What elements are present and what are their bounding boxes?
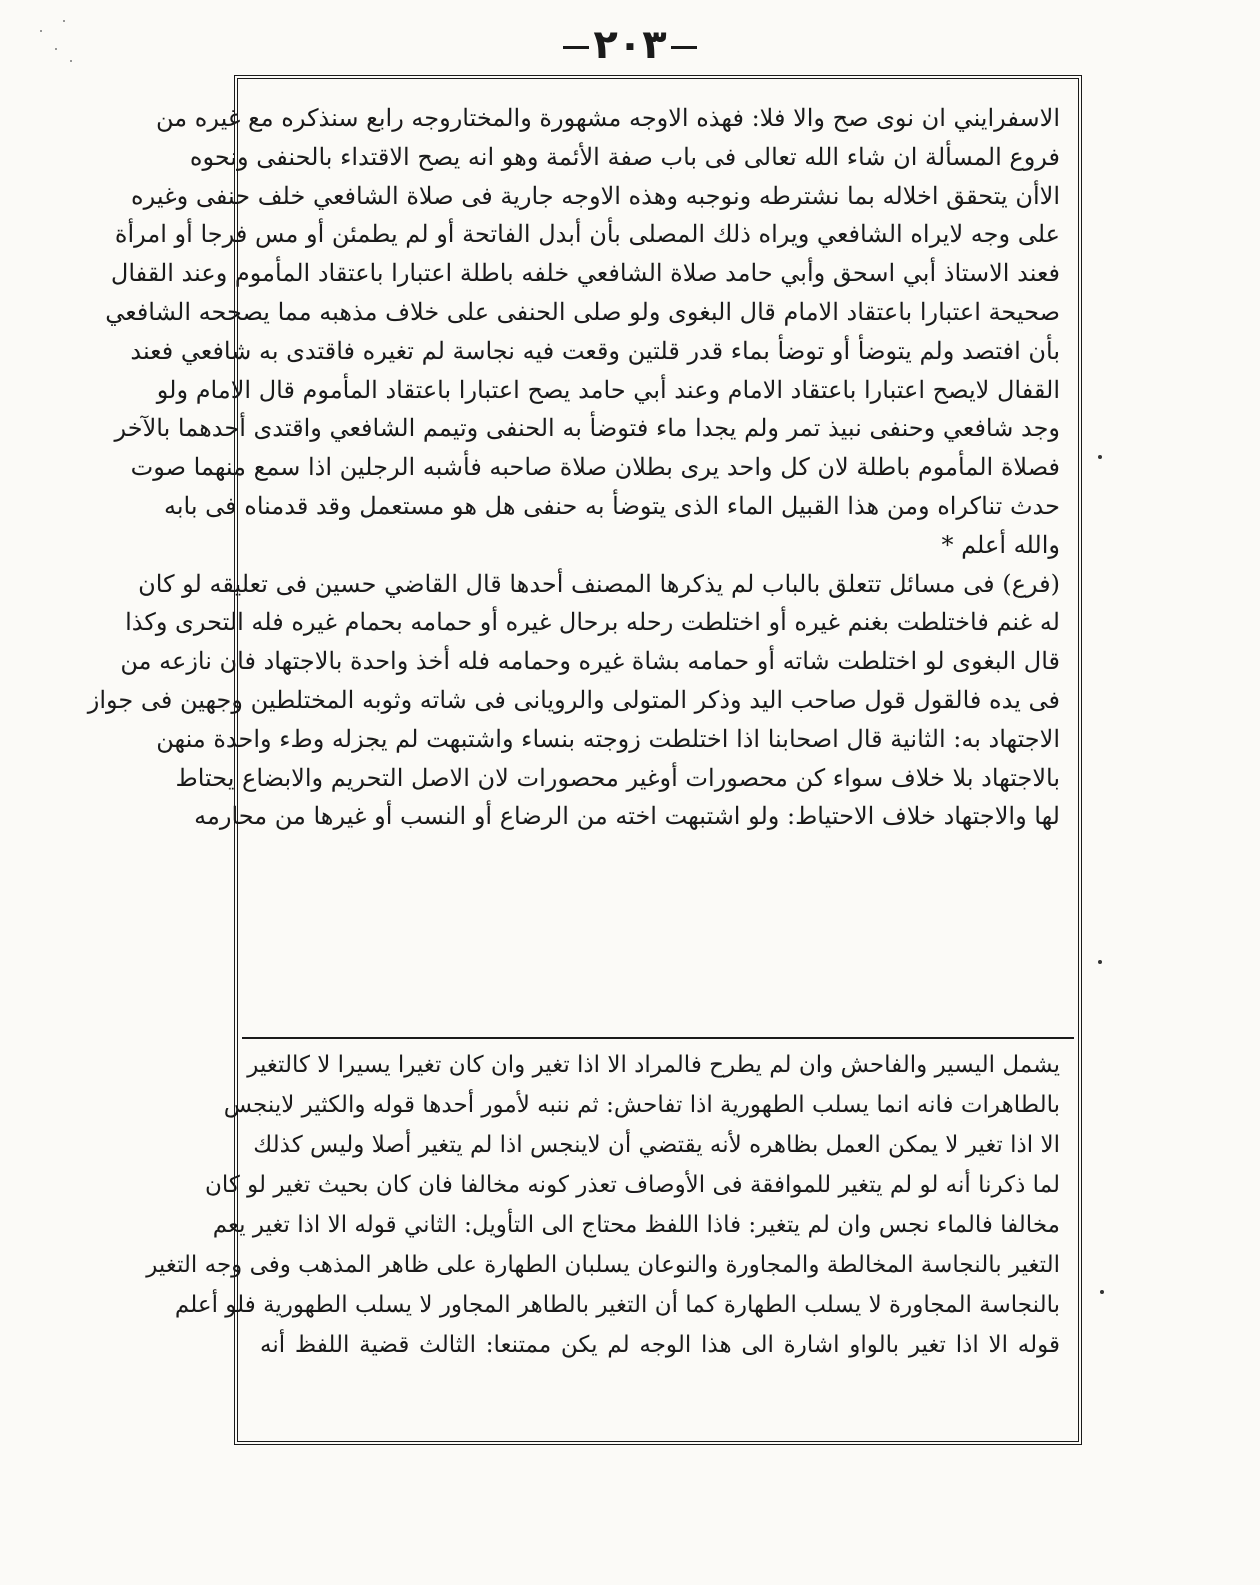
main-text-line: بأن افتصد ولم يتوضأ أو توضأ بماء قدر قلتين وقعت فيه نجاسة لم تغيره فاقتدى به شافعي فعند bbox=[130, 336, 1060, 365]
main-text-line: بالاجتهاد بلا خلاف سواء كن محصورات أوغير محصورات لان الاصل التحريم والابضاع يحتاط bbox=[175, 763, 1060, 792]
main-text-line: (فرع) فى مسائل تتعلق بالباب لم يذكرها المصنف أحدها قال القاضي حسين فى تعليقه لو كان bbox=[138, 569, 1060, 598]
commentary-line: بالطاهرات فانه انما يسلب الطهورية اذا تفاحش: ثم ننبه لأمور أحدها قوله والكثير لاينجس bbox=[223, 1092, 1060, 1118]
page-number-dash-left bbox=[563, 46, 589, 49]
commentary-line: بالنجاسة المجاورة لا يسلب الطهارة كما أن التغير بالطاهر المجاور لا يسلب الطهورية فلو أعلم bbox=[174, 1292, 1060, 1318]
commentary-line: الا اذا تغير لا يمكن العمل بظاهره لأنه يقتضي أن لاينجس اذا لم يتغير أصلا وليس كذلك bbox=[253, 1132, 1060, 1158]
main-text-line: الاسفرايني ان نوى صح والا فلا: فهذه الاوجه مشهورة والمختاروجه رابع سنذكره مع غيره من bbox=[156, 104, 1060, 132]
main-text-line: فعند الاستاذ أبي اسحق وأبي حامد صلاة الشافعي خلفه باطلة اعتبارا باعتقاد المأموم وعند القفال bbox=[110, 259, 1060, 288]
margin-mark bbox=[1098, 960, 1102, 964]
page-number-dash-right bbox=[671, 46, 697, 49]
main-text-line: على وجه لايراه الشافعي ويراه ذلك المصلى بأن أبدل الفاتحة أو لم يطمئن أو مس فرجا أو امرأة bbox=[114, 220, 1060, 249]
main-text-line: وجد شافعي وحنفى نبيذ تمر ولم يجدا ماء فتوضأ به الحنفى وتيمم الشافعي واقتدى أحدهما بالآخر bbox=[114, 414, 1060, 443]
page-number-text: ٢٠٣ bbox=[593, 22, 667, 68]
main-text-line: الاجتهاد به: الثانية قال اصحابنا اذا اختلطت زوجته بنساء واشتبهت لم يجزله وطء واحدة منهن bbox=[156, 724, 1060, 753]
main-text-line: فصلاة المأموم باطلة لان كل واحد يرى بطلان صلاة صاحبه فأشبه الرجلين اذا سمع منهما صوت bbox=[130, 453, 1060, 482]
commentary-line: قوله الا اذا تغير بالواو اشارة الى هذا الوجه لم يكن ممتنعا: الثالث قضية اللفظ أنه bbox=[260, 1332, 1060, 1358]
main-text-line: له غنم فاختلطت بغنم غيره أو اختلطت رحله برحال غيره أو حمامه بحمام غيره فله التحرى وكذا bbox=[125, 608, 1060, 637]
scan-speck bbox=[55, 48, 57, 50]
commentary-line: التغير بالنجاسة المخالطة والمجاورة والنوعان يسلبان الطهارة على ظاهر المذهب وفى وجه التغير bbox=[146, 1252, 1060, 1278]
commentary-line: يشمل اليسير والفاحش وان لم يطرح فالمراد الا اذا تغير وان كان تغيرا يسيرا لا كالتغير bbox=[247, 1052, 1060, 1078]
page-number bbox=[0, 22, 1260, 68]
scan-speck bbox=[63, 20, 65, 22]
main-text-line: القفال لايصح اعتبارا باعتقاد الامام وعند أبي حامد يصح اعتبارا باعتقاد المأموم قال الامام ولو bbox=[156, 375, 1060, 404]
main-text-line: والله أعلم * bbox=[941, 530, 1060, 559]
scan-speck bbox=[70, 60, 72, 62]
margin-mark bbox=[1100, 1290, 1104, 1294]
main-text-block bbox=[87, 99, 1060, 836]
main-text-line: قال البغوى لو اختلطت شاته أو حمامه بشاة غيره وحمامه فله أخذ واحدة بالاجتهاد فان نازعه من bbox=[120, 647, 1060, 676]
scan-speck bbox=[40, 30, 42, 32]
commentary-line: لما ذكرنا أنه لو لم يتغير للموافقة فى الأوصاف تعذر كونه مخالفا فان كان بحيث تغير لو كان bbox=[204, 1172, 1060, 1198]
main-text-line: الاأن يتحقق اخلاله بما نشترطه ونوجبه وهذه الاوجه جارية فى صلاة الشافعي خلف حنفى وغيره bbox=[131, 181, 1060, 210]
main-text-line: فى يده فالقول قول صاحب اليد وذكر المتولى والرويانى فى شاته وثوبه المختلطين وجهين فى جواز bbox=[87, 685, 1060, 714]
margin-mark bbox=[1098, 455, 1102, 459]
text-frame bbox=[87, 75, 1082, 1445]
main-text-line: حدث تناكراه ومن هذا القبيل الماء الذى يتوضأ به حنفى هل هو مستعمل وقد قدمناه فى بابه bbox=[163, 491, 1060, 520]
section-divider bbox=[242, 1037, 1074, 1039]
main-text-line: لها والاجتهاد خلاف الاحتياط: ولو اشتبهت اخته من الرضاع أو النسب أو غيرها من محارمه bbox=[194, 802, 1060, 831]
commentary-line: مخالفا فالماء نجس وان لم يتغير: فاذا اللفظ محتاج الى التأويل: الثاني قوله الا اذا تغير يعم bbox=[212, 1212, 1060, 1238]
main-text-line: صحيحة اعتبارا باعتقاد الامام قال البغوى ولو صلى الحنفى على خلاف مذهبه مما يصححه الشافعي bbox=[105, 297, 1060, 326]
main-text-line: فروع المسألة ان شاء الله تعالى فى باب صفة الأئمة وهو انه يصح الاقتداء بالحنفى ونحوه bbox=[189, 142, 1060, 171]
commentary-block bbox=[146, 1045, 1060, 1365]
